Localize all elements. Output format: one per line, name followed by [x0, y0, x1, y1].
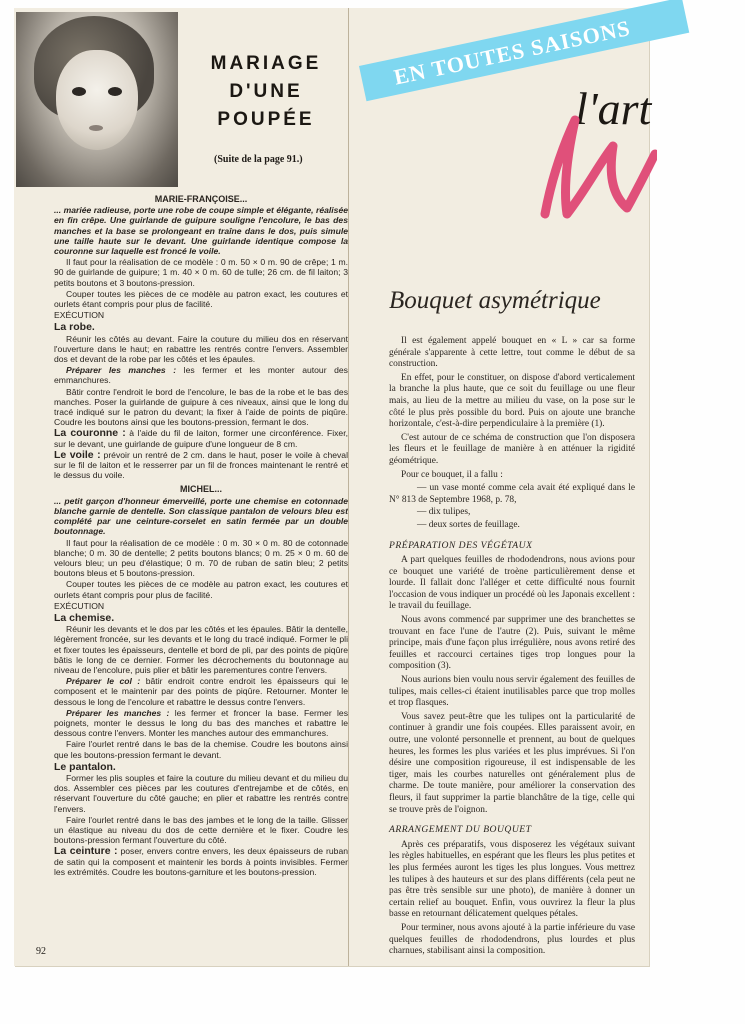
pantalon-text-2: Faire l'ourlet rentré dans le bas des jambes et le long de la taille. Glisser un élastique au niveau du dos de cette dernière et le fixer. Coudre les boutons-pression fermant l'ouverture du côté. [54, 814, 348, 846]
col-lead: Préparer le col : [66, 676, 141, 687]
marie-francoise-intro: ... mariée radieuse, porte une robe de coupe simple et élégante, réalisée en fin crêpe. Une guirlande de guipure souligne l'encolure, le bas des manches et la base se prolongeant en traîne dans le dos, puis simule une taille haute sur le devant. Une guirlande identique compose la couronne sur laquelle est froncé le voile. [54, 205, 348, 257]
chemise-text-1: Réunir les devants et le dos par les côtés et les épaules. Bâtir la dentelle, légèrement froncée, sur les devants et le long du tracé indiqué. Former le pli et fixer toutes les épaisseurs, dentelle et bord de pli, par des points de piqûre bâtis le long de ce dernier. Former les décrochements du boutonnage au niveau de l'encolure, puis plier et bâtir les parementures contre l'envers. [54, 624, 348, 675]
right-article-body [389, 286, 635, 960]
ceinture-paragraph [54, 846, 348, 877]
page-number: 92 [36, 946, 46, 957]
pantalon-heading: Le pantalon. [54, 760, 116, 773]
michel-cut: Couper toutes les pièces de ce modèle au patron exact, les coutures et ourlets étant compris pour plus de facilité. [54, 579, 348, 600]
manches2-paragraph [54, 708, 348, 739]
right-para-7: Nous aurions bien voulu nous servir également des feuilles de tulipes, mais celles-ci étaient inutilisables parce que trop molles et trop flasques. [389, 675, 635, 709]
robe-heading: La robe. [54, 321, 95, 334]
supplies-item-1: — un vase monté comme cela avait été expliqué dans le N° 813 de Septembre 1968, p. 78, [389, 483, 635, 505]
supplies-item-2: — dix tulipes, [417, 507, 471, 518]
col-paragraph [54, 676, 348, 707]
couronne-lead: La couronne : [54, 427, 126, 440]
robe-text-2: Bâtir contre l'endroit le bord de l'encolure, le bas de la robe et le bas des manches. Poser la guirlande de guipure à ces niveaux, ainsi que le long du tracé indiqué sur le patron du devant; la fixer à l'aide de points de piqûre. Coudre les boutons ainsi que les boutons-pression, fermant le dos. [54, 386, 348, 428]
chemise-heading: La chemise. [54, 611, 115, 624]
title-line-1: MARIAGE [210, 53, 322, 74]
doll-eye-left [72, 87, 86, 96]
pink-script-stroke [537, 110, 657, 220]
marie-francoise-supplies: Il faut pour la réalisation de ce modèle : 0 m. 50 × 0 m. 90 de crêpe; 1 m. 90 de guirlande de guipure; 1 m. 40 × 0 m. 60 de tulle; 26 cm. de fil laiton; 3 petits boutons et 3 boutons-pression. [54, 257, 348, 288]
manches-text: les fermer et les monter autour des emmanchures. [54, 365, 348, 386]
robe-text-1: Réunir les côtés au devant. Faire la couture du milieu dos en réservant l'ouverture dans le haut; en rabattre les rentrés contre l'envers. Assembler dos et devant de la robe par les côtés et les épaules. [54, 333, 348, 365]
ceinture-text: poser, envers contre envers, les deux épaisseurs de ruban de satin qui la composent et maintenir les bords à points invisibles. Fermer les extrémités. Coudre les boutons-garniture et les boutons-pression. [54, 846, 348, 877]
marie-francoise-heading: MARIE-FRANÇOISE... [154, 194, 248, 204]
art-heading: l'art [575, 83, 652, 134]
banner-text: EN TOUTES SAISONS [391, 15, 633, 90]
magazine-page [14, 8, 652, 966]
voile-lead: Le voile : [54, 448, 101, 461]
section-arrangement: ARRANGEMENT DU BOUQUET [389, 824, 532, 836]
execution-label-2: EXÉCUTION [54, 600, 105, 611]
right-para-3: C'est autour de ce schéma de construction que l'on disposera les fleurs et le feuillage de manière à en atténuer la rigidité géométrique. [389, 432, 635, 466]
michel-supplies: Il faut pour la réalisation de ce modèle : 0 m. 30 × 0 m. 80 de cotonnade blanche; 0 m. 30 de dentelle; 2 petits boutons blancs; 0 m. 25 × 0 m. 60 de velours bleu; un peu d'élastique; 0 m. 70 de ruban de satin bleu; 2 petits boutons bleus et 5 boutons-pression. [54, 537, 348, 579]
bouquet-headline: Bouquet asymétrique [389, 287, 601, 314]
manches2-text: les fermer et froncer la base. Fermer les poignets, monter le dessus le long du bas des manches et rabattre le dessous contre l'envers. Monter les manches autour des emmanchures. [54, 707, 349, 739]
execution-label: EXÉCUTION [54, 310, 105, 321]
left-column [14, 8, 348, 966]
marie-francoise-cut: Couper toutes les pièces de ce modèle au patron exact, les coutures et ourlets étant compris pour plus de facilité. [54, 288, 348, 310]
doll-photo [16, 12, 178, 187]
chemise-text-2: Faire l'ourlet rentré dans le bas de la chemise. Coudre les boutons ainsi que les boutons-pression fermant le devant. [54, 739, 348, 760]
michel-intro: ... petit garçon d'honneur émerveillé, porte une chemise en cotonnade blanche garnie de dentelle. Son classique pantalon de velours bleu est complété par une ceinture-corselet en satin fermée par un double boutonnage. [54, 495, 348, 537]
michel-heading: MICHEL... [180, 484, 222, 495]
right-para-1: Il est également appelé bouquet en « L » car sa forme générale s'apparente à cette lettre, tout comme le début de sa construction. [389, 336, 635, 370]
doll-mouth [89, 125, 103, 131]
couronne-text: à l'aide du fil de laiton, former une circonférence. Fixer, sur le devant, une guirlande de guipure d'une longueur de 8 cm. [54, 428, 348, 449]
manches-paragraph [54, 365, 348, 385]
right-para-9: Après ces préparatifs, vous disposerez les végétaux suivant les règles habituelles, en espérant que les fleurs les plus petites et les plus fermées auront les tiges les plus longues. Vous mettrez les tulipes à des hauteurs et sur des plans différents (cela peut ne pas être très sensible sur une photo), de manière à donner un certain relief au bouquet. Enfin, vous ouvrirez la fleur la plus basse en retournant délicatement quelques pétales. [389, 839, 635, 920]
section-preparation: PRÉPARATION DES VÉGÉTAUX [389, 539, 533, 551]
article-title [186, 50, 346, 134]
doll-eye-right [108, 87, 122, 96]
doll-face [56, 50, 138, 150]
right-para-2: En effet, pour le constituer, on dispose d'abord verticalement la branche la plus haute, que ce soit du feuillage ou une fleur mais, au lieu de la mettre au milieu du vase, on la pose sur le côté le plus près possible du bord. Puis on ajoute une branche horizontale, c'est-à-dire perpendiculaire à la première (1). [389, 372, 635, 430]
right-para-5: A part quelques feuilles de rhododendrons, nous avions pour ce bouquet une variété de troène particulièrement dense et lourde. Il fallait donc l'alléger et cette difficulté nous fournit l'occasion de vous indiquer un procédé où les Japonais excellent : le travail du feuillage. [389, 555, 635, 612]
right-column [349, 8, 652, 966]
right-para-4: Pour ce bouquet, il a fallu : [401, 469, 503, 480]
manches-lead: Préparer les manches : [66, 365, 177, 376]
supplies-item-3: — deux sortes de feuillage. [417, 519, 520, 530]
continued-note: (Suite de la page 91.) [214, 154, 303, 165]
voile-text: prévoir un rentré de 2 cm. dans le haut, poser le voile à cheval sur le fil de laiton et le resserrer par un fil de fronces maintenant le rentré et le dessus du voile. [54, 449, 348, 481]
couronne-paragraph [54, 428, 348, 448]
manches2-lead: Préparer les manches : [66, 707, 170, 718]
left-article-body [54, 194, 348, 878]
col-text: bâtir endroit contre endroit les épaisseurs qui le composent et le maintenir par des points de piqûre. Retourner. Monter le dessous le long de l'encolure et rabattre le dessus contre l'envers. [54, 676, 348, 707]
title-line-2: D'UNE [229, 81, 303, 102]
right-para-10: Pour terminer, nous avons ajouté à la partie inférieure du vase quelques feuilles de rhododendrons, plus lourdes et plus charnues, stabilisant ainsi la composition. [389, 922, 635, 957]
title-line-3: POUPÉE [217, 109, 315, 130]
voile-paragraph [54, 450, 348, 481]
ceinture-lead: La ceinture : [54, 845, 118, 858]
right-para-6: Nous avons commencé par supprimer une des branchettes se trouvant en face l'une de l'autre (2). Puis, suivant le même principe, mais d'une façon plus irrégulière, nous avons retiré des feuilles et raccourci certaines tiges trop longues pour la composition (3). [389, 615, 635, 672]
right-para-8: Vous savez peut-être que les tulipes ont la particularité de continuer à grandir une fois coupées. Elles paraissent avoir, en outre, une volonté personnelle et prennent, au bout de quelques heures, les formes les plus variées et les plus imprévues. Si l'on désire une composition rigoureuse, il est indispensable de les tiger, mais les courbes naturelles ont généralement plus de charme. De toute manière, pour améliorer la conservation des fleurs, il faut supprimer la partie blanchâtre de la tige, celle qui se trouve près de l'oignon. [389, 711, 635, 815]
pantalon-text-1: Former les plis souples et faire la couture du milieu devant et du milieu du dos. Assembler ces pièces par les coutures d'entrejambe et de côtés, en réservant l'ouverture du côté gauche; en plier et rabattre les rentrés contre l'envers. [54, 772, 348, 814]
